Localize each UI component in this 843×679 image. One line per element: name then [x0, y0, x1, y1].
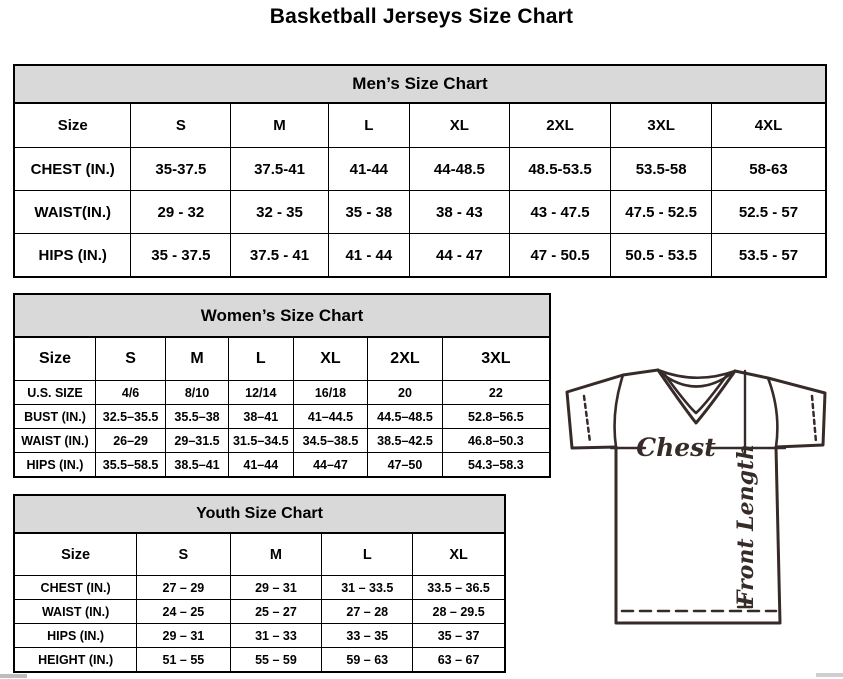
column-header: L: [322, 533, 413, 576]
table-cell: 22: [442, 381, 550, 405]
column-header: L: [328, 103, 409, 148]
table-cell: 25 – 27: [230, 600, 322, 624]
row-label: WAIST (IN.): [14, 600, 137, 624]
mens-chart-title: Men’s Size Chart: [14, 65, 826, 103]
table-cell: 48.5-53.5: [509, 148, 611, 191]
jersey-measurement-diagram: [555, 360, 843, 666]
table-row: [14, 65, 826, 103]
column-header: Size: [14, 533, 137, 576]
table-cell: 4/6: [95, 381, 165, 405]
horizontal-scrollbar-fragment-right[interactable]: [816, 673, 843, 677]
column-header: XL: [293, 337, 368, 381]
table-row: [14, 294, 550, 337]
column-header: S: [137, 533, 230, 576]
table-cell: 31 – 33.5: [322, 576, 413, 600]
page-title: Basketball Jerseys Size Chart: [269, 5, 574, 28]
table-cell: 35.5–58.5: [95, 453, 165, 478]
table-cell: 44.5–48.5: [368, 405, 443, 429]
table-cell: 35 - 37.5: [131, 234, 231, 278]
table-row: [14, 648, 505, 673]
column-header: 4XL: [711, 103, 826, 148]
row-label: CHEST (IN.): [14, 148, 131, 191]
row-label: CHEST (IN.): [14, 576, 137, 600]
table-cell: 29–31.5: [166, 429, 229, 453]
table-cell: 55 – 59: [230, 648, 322, 673]
table-row: [14, 405, 550, 429]
table-cell: 16/18: [293, 381, 368, 405]
row-label: BUST (IN.): [14, 405, 95, 429]
table-cell: 35 - 38: [328, 191, 409, 234]
column-header: M: [230, 533, 322, 576]
table-cell: 12/14: [228, 381, 293, 405]
table-header-row: [14, 103, 826, 148]
chest-label: Chest: [636, 433, 716, 462]
table-cell: 38–41: [228, 405, 293, 429]
table-row: [14, 600, 505, 624]
table-cell: 54.3–58.3: [442, 453, 550, 478]
row-label: HIPS (IN.): [14, 624, 137, 648]
collar-back-arc-1: [658, 370, 735, 378]
table-cell: 58-63: [711, 148, 826, 191]
table-cell: 29 - 32: [131, 191, 231, 234]
table-cell: 41–44: [228, 453, 293, 478]
table-cell: 53.5-58: [611, 148, 712, 191]
table-cell: 37.5-41: [231, 148, 328, 191]
table-cell: 38.5–41: [166, 453, 229, 478]
front-length-label: Front Length: [733, 443, 759, 607]
table-cell: 51 – 55: [137, 648, 230, 673]
table-row: [14, 453, 550, 478]
table-cell: 35.5–38: [166, 405, 229, 429]
table-cell: 43 - 47.5: [509, 191, 611, 234]
row-label: HEIGHT (IN.): [14, 648, 137, 673]
row-label: WAIST(IN.): [14, 191, 131, 234]
table-cell: 32.5–35.5: [95, 405, 165, 429]
table-cell: 44 - 47: [409, 234, 509, 278]
row-label: WAIST (IN.): [14, 429, 95, 453]
table-row: [14, 495, 505, 533]
table-cell: 37.5 - 41: [231, 234, 328, 278]
table-row: [14, 429, 550, 453]
column-header: M: [166, 337, 229, 381]
table-cell: 47 - 50.5: [509, 234, 611, 278]
column-header: XL: [409, 103, 509, 148]
row-label: HIPS (IN.): [14, 234, 131, 278]
womens-chart-title: Women’s Size Chart: [14, 294, 550, 337]
sleeve-dashed-line-left: [584, 396, 590, 442]
table-cell: 20: [368, 381, 443, 405]
table-cell: 47–50: [368, 453, 443, 478]
table-cell: 41–44.5: [293, 405, 368, 429]
table-header-row: [14, 337, 550, 381]
table-cell: 46.8–50.3: [442, 429, 550, 453]
table-cell: 41 - 44: [328, 234, 409, 278]
column-header: L: [228, 337, 293, 381]
table-cell: 32 - 35: [231, 191, 328, 234]
jersey-seam-left: [615, 375, 623, 447]
table-cell: 53.5 - 57: [711, 234, 826, 278]
row-label: U.S. SIZE: [14, 381, 95, 405]
table-cell: 24 – 25: [137, 600, 230, 624]
column-header: Size: [14, 337, 95, 381]
table-cell: 26–29: [95, 429, 165, 453]
column-header: S: [131, 103, 231, 148]
table-cell: 38 - 43: [409, 191, 509, 234]
table-cell: 31.5–34.5: [228, 429, 293, 453]
table-cell: 44–47: [293, 453, 368, 478]
table-row: [14, 191, 826, 234]
table-cell: 27 – 29: [137, 576, 230, 600]
table-cell: 50.5 - 53.5: [611, 234, 712, 278]
column-header: 3XL: [442, 337, 550, 381]
table-cell: 28 – 29.5: [413, 600, 505, 624]
table-cell: 8/10: [166, 381, 229, 405]
table-cell: 35 – 37: [413, 624, 505, 648]
table-cell: 52.5 - 57: [711, 191, 826, 234]
table-row: [14, 381, 550, 405]
table-cell: 29 – 31: [230, 576, 322, 600]
womens-size-chart-table: [13, 293, 551, 478]
sleeve-dashed-line-right: [812, 396, 816, 442]
table-cell: 33 – 35: [322, 624, 413, 648]
table-cell: 27 – 28: [322, 600, 413, 624]
column-header: Size: [14, 103, 131, 148]
table-cell: 59 – 63: [322, 648, 413, 673]
table-cell: 63 – 67: [413, 648, 505, 673]
table-cell: 31 – 33: [230, 624, 322, 648]
table-cell: 34.5–38.5: [293, 429, 368, 453]
youth-size-chart-table: [13, 494, 506, 673]
table-row: [14, 576, 505, 600]
column-header: S: [95, 337, 165, 381]
column-header: 2XL: [509, 103, 611, 148]
table-cell: 44-48.5: [409, 148, 509, 191]
table-cell: 38.5–42.5: [368, 429, 443, 453]
table-row: [14, 624, 505, 648]
youth-chart-title: Youth Size Chart: [14, 495, 505, 533]
table-cell: 41-44: [328, 148, 409, 191]
column-header: XL: [413, 533, 505, 576]
table-cell: 35-37.5: [131, 148, 231, 191]
table-row: [14, 234, 826, 278]
horizontal-scrollbar-fragment-left[interactable]: [0, 674, 27, 678]
column-header: M: [231, 103, 328, 148]
column-header: 2XL: [368, 337, 443, 381]
table-cell: 47.5 - 52.5: [611, 191, 712, 234]
table-header-row: [14, 533, 505, 576]
table-row: [14, 148, 826, 191]
row-label: HIPS (IN.): [14, 453, 95, 478]
table-cell: 33.5 – 36.5: [413, 576, 505, 600]
mens-size-chart-table: [13, 64, 827, 278]
table-cell: 52.8–56.5: [442, 405, 550, 429]
table-cell: 29 – 31: [137, 624, 230, 648]
jersey-seam-right: [768, 378, 777, 447]
column-header: 3XL: [611, 103, 712, 148]
jersey-outline: [567, 370, 825, 623]
